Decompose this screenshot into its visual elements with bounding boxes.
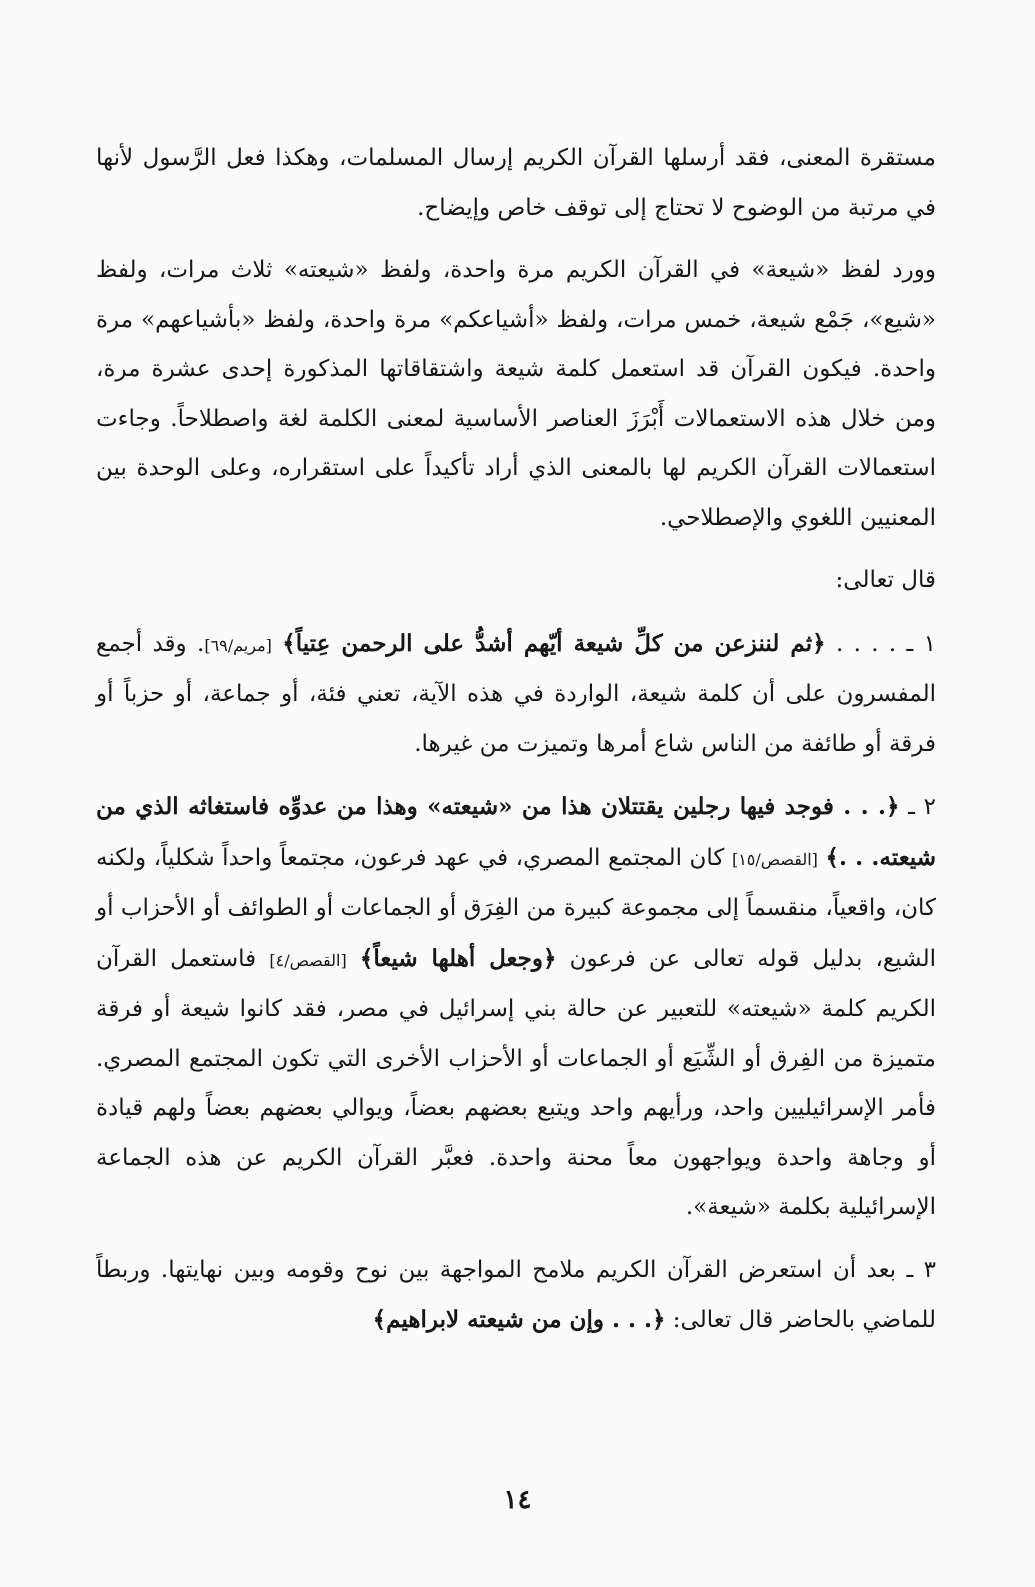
- quran-verse: . . . فوجد فيها رجلين يقتتلان هذا من «شيعته» وهذا من عدوِّه فاستغاثه الذي من شيعته. . .: [96, 793, 937, 871]
- verse-reference: [مريم/٦٩]: [204, 635, 272, 655]
- quran-verse: . . . وإن من شيعته لابراهيم: [386, 1306, 652, 1333]
- paragraph-text: قال تعالى:: [835, 567, 936, 593]
- punctuation: .: [197, 630, 205, 657]
- list-item-1: [96, 619, 936, 770]
- quran-bracket-close: ﴾: [359, 944, 374, 972]
- paragraph-quote-intro: [96, 556, 936, 606]
- paragraph-text: فاستعمل القرآن الكريم كلمة «شيعته» للتعبير عن حالة بني إسرائيل في مصر، فقد كانوا شيعة أو فرقة متميزة من الفِرق أو الشِّيَع أو الجماعات أو الأحزاب الأخرى التي تكون المجتمع المصري. فأمر الإسرائيليين واحد، ورأيهم واحد ويتبع بعضهم بعضاً، ويوالي بعضهم بعضاً ولهم قيادة أو وجاهة واحدة ويواجهون معاً محنة واحدة. فعبَّر القرآن الكريم عن هذه الجماعة الإسرائيلية بكلمة «شيعة».: [96, 945, 936, 1220]
- quran-bracket-close: ﴾: [282, 629, 296, 657]
- item-number: ٢ ـ: [908, 794, 937, 820]
- paragraph-word-counts: [96, 246, 936, 543]
- list-item-2: [96, 782, 936, 1233]
- item-number: ١ ـ . . . .: [835, 630, 936, 657]
- page-number: ١٤: [503, 1485, 532, 1515]
- verse-reference: [القصص/٤]: [269, 950, 347, 970]
- paragraph-text: مستقرة المعنى، فقد أرسلها القرآن الكريم إرسال المسلمات، وهكذا فعل الرَّسول لأنها في مرتبة من الوضوح لا تحتاج إلى توقف خاص وإيضاح.: [96, 145, 936, 221]
- quran-bracket-close: ﴾: [372, 1306, 387, 1333]
- quran-verse: ثم لننزعن من كلِّ شيعة أيّهم أشدُّ على الرحمن عِتياً: [295, 629, 813, 657]
- paragraph-text: وورد لفظ «شيعة» في القرآن الكريم مرة واحدة، ولفظ «شيعته» ثلاث مرات، ولفظ «شيع»، جَمْع شيعة، خمس مرات، ولفظ «أشياعكم» مرة واحدة، ولفظ «بأشياعهم» مرة واحدة. فيكون القرآن قد استعمل كلمة شيعة واشتقاقاتها المذكورة إحدى عشرة مرة، ومن خلال هذه الاستعمالات أَبْرَزَ العناصر الأساسية لمعنى الكلمة لغة واصطلاحاً. وجاءت استعمالات القرآن الكريم لها بالمعنى الذي أراد تأكيداً على استقراره، وعلى الوحدة بين المعنيين اللغوي والإصطلاحي.: [96, 257, 936, 531]
- page-body: [96, 134, 936, 1346]
- verse-reference: [القصص/١٥]: [731, 849, 818, 869]
- quran-bracket-close: ﴾: [825, 843, 839, 871]
- paragraph-text: وقد أجمع المفسرون على أن كلمة شيعة، الواردة في هذه الآية، تعني فئة، أو جماعة، أو حزباً أو فرقة أو طائفة من الناس شاع أمرها وتميزت من غيرها.: [96, 630, 936, 757]
- paragraph-continuation: [96, 134, 936, 233]
- quran-bracket-open: ﴿: [542, 944, 557, 972]
- quran-bracket-open: ﴿: [886, 793, 900, 820]
- quran-verse: وجعل أهلها شيعاً: [373, 944, 543, 972]
- paragraph-text: كان المجتمع المصري، في عهد فرعون، مجتمعاً واحداً شكلياً، ولكنه كان، واقعياً، منقسماً إلى مجموعة كبيرة من الفِرَق أو الجماعات أو الطوائف أو الأحزاب أو الشيع، بدليل قوله تعالى عن فرعون: [96, 844, 937, 972]
- quran-bracket-open: ﴿: [812, 629, 826, 657]
- list-item-3: [96, 1246, 936, 1346]
- quran-bracket-open: ﴿: [652, 1306, 666, 1333]
- paragraph-text: ٣ ـ بعد أن استعرض القرآن الكريم ملامح المواجهة بين نوح وقومه وبين نهايتها. وربطاً للماضي بالحاضر قال تعالى:: [96, 1256, 936, 1333]
